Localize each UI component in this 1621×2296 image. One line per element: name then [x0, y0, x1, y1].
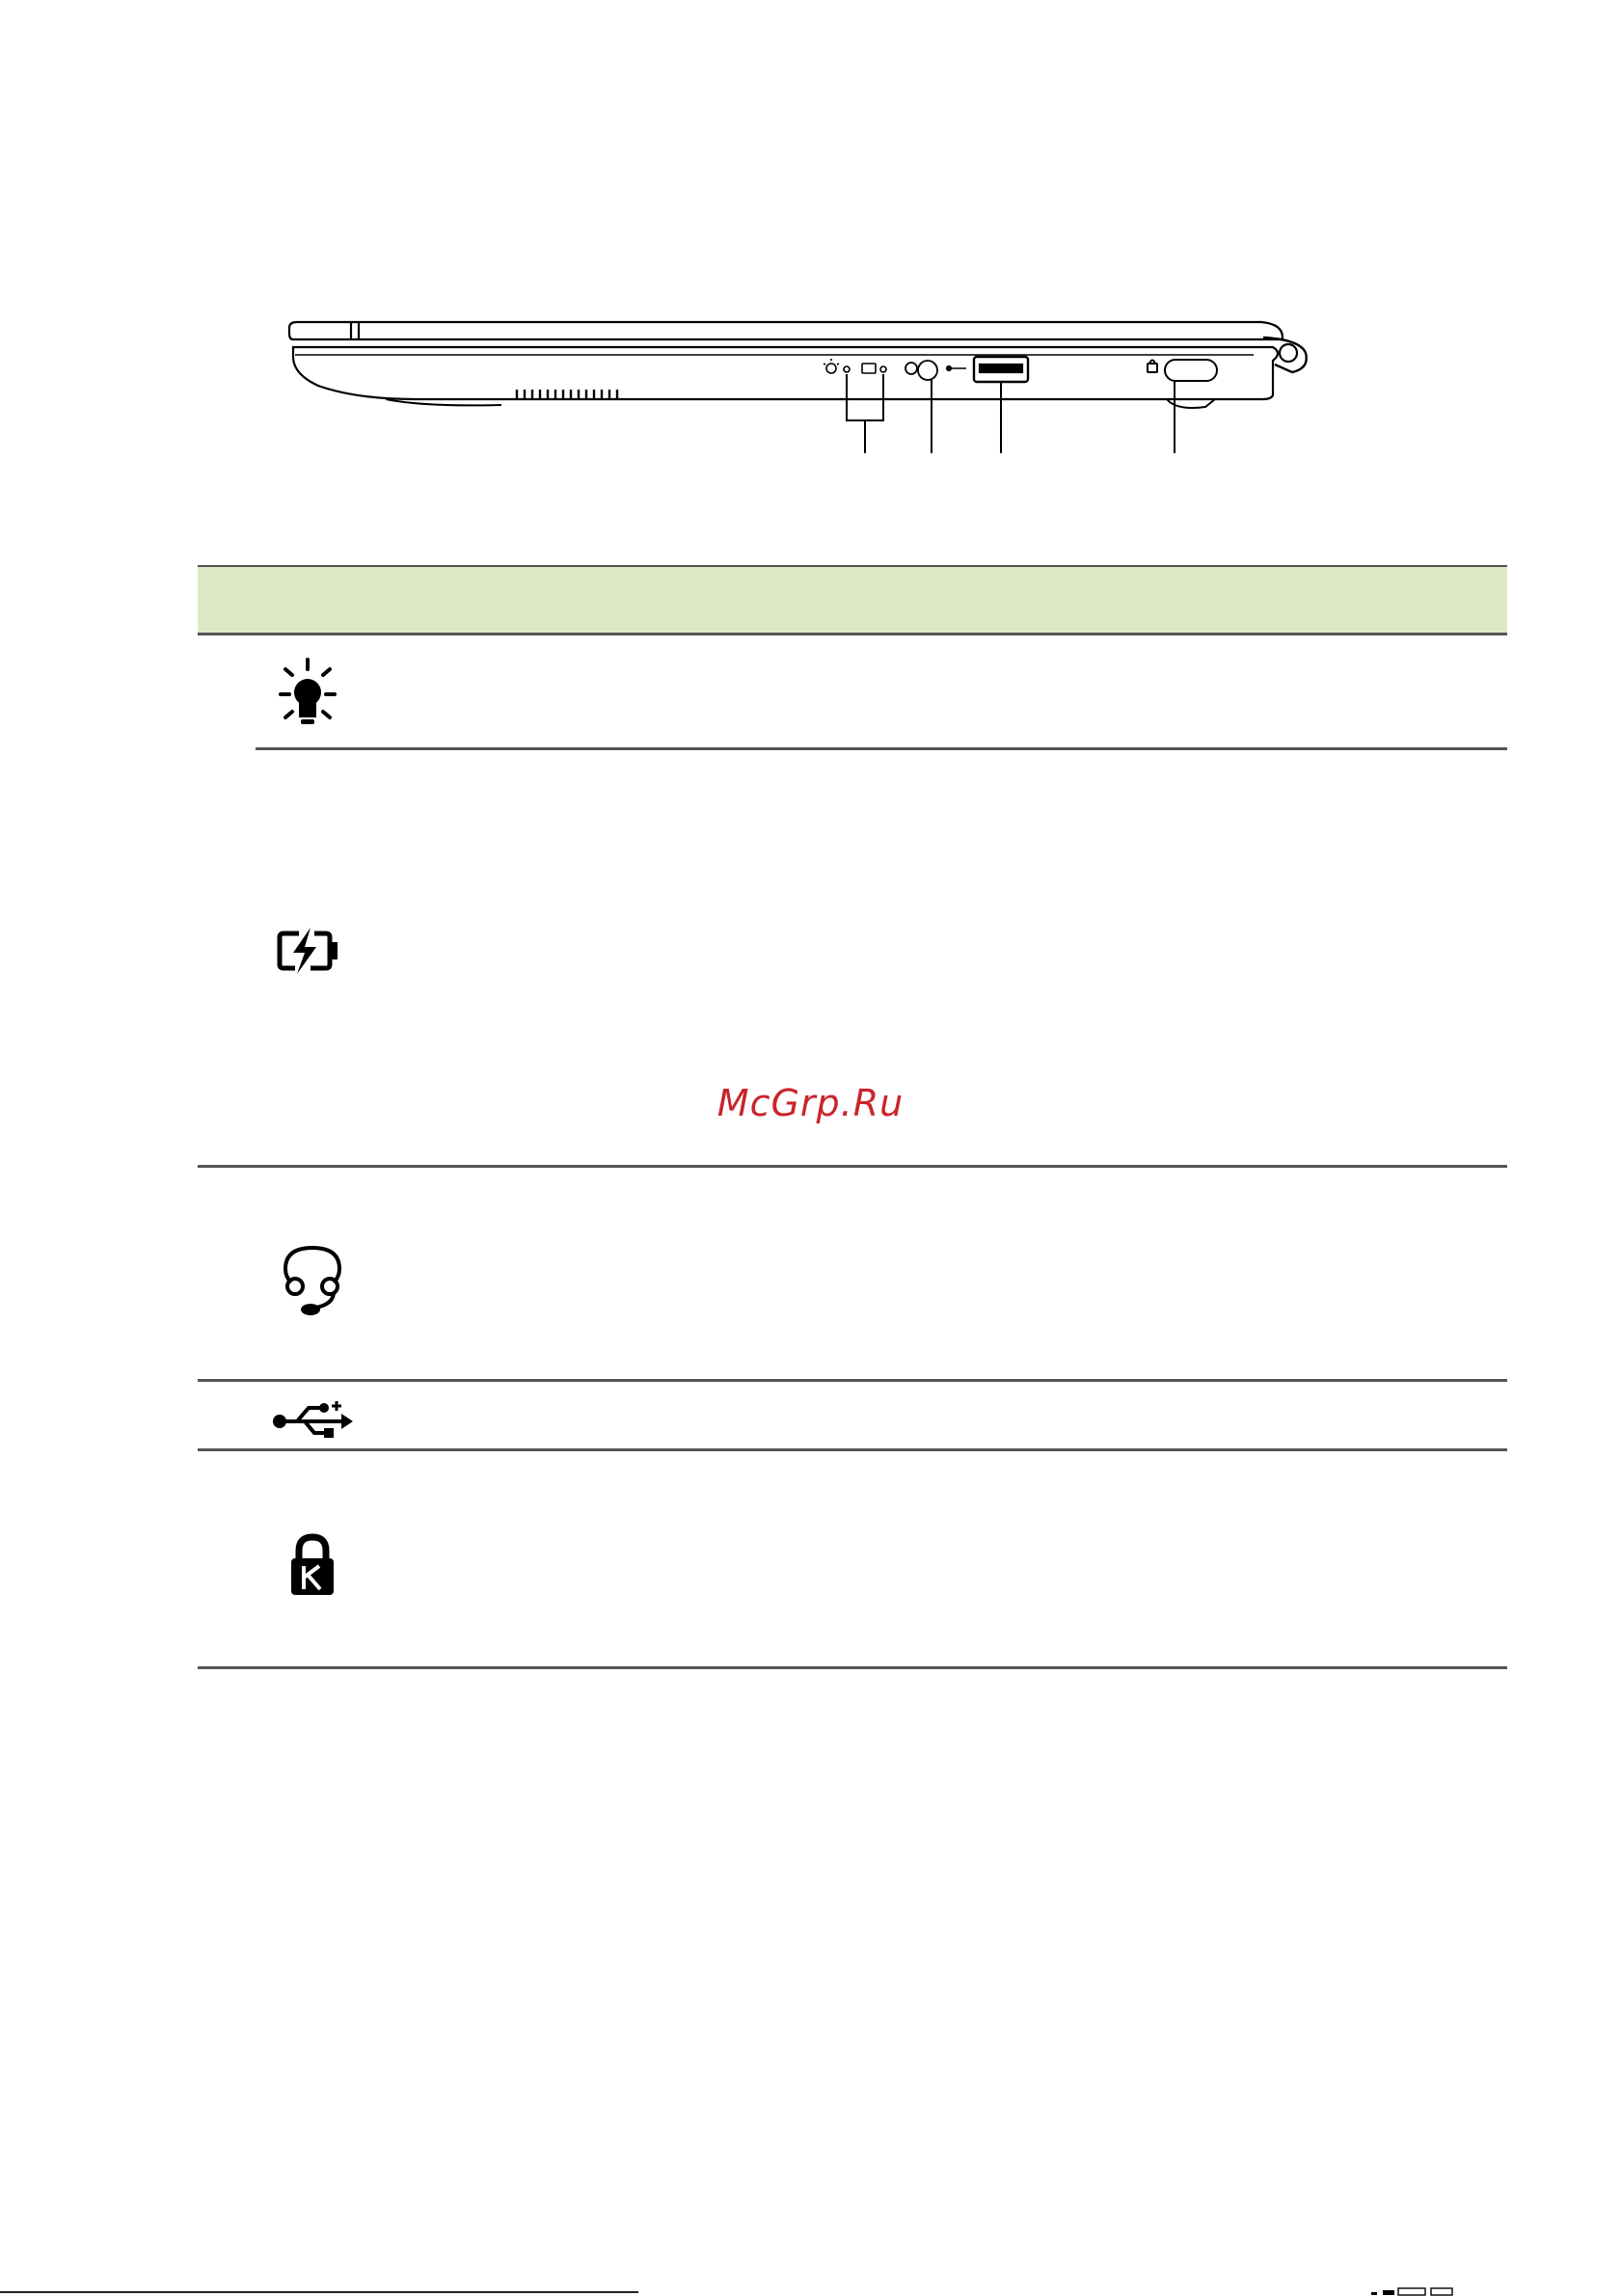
laptop-side-diagram [280, 299, 1321, 463]
battery-led-diagram [862, 364, 886, 373]
vent-grille [517, 390, 617, 399]
headset-icon [282, 1242, 349, 1319]
footer-marks [1369, 2287, 1456, 2296]
row-3-rule [198, 1379, 1507, 1382]
callout-lines [847, 374, 1175, 453]
row-1-rule [256, 747, 1507, 750]
watermark-text: McGrp.Ru [716, 1082, 905, 1124]
kensington-lock-icon [289, 1531, 336, 1597]
row-2-rule [198, 1165, 1507, 1168]
row-4-rule [198, 1448, 1507, 1451]
laptop-lid [289, 322, 1283, 339]
usb-icon [272, 1400, 355, 1439]
power-led-diagram [824, 359, 850, 373]
table-header-rule [198, 633, 1507, 635]
headset-jack-diagram [905, 361, 937, 380]
battery-charge-icon [276, 926, 345, 976]
footer-rule [0, 2291, 638, 2293]
hinge [1263, 338, 1307, 372]
table-header-band [198, 567, 1507, 633]
usb-port-diagram [947, 357, 1028, 382]
table-bottom-rule [198, 1666, 1507, 1669]
power-indicator-icon [278, 656, 338, 729]
kensington-slot-diagram [1148, 360, 1217, 381]
